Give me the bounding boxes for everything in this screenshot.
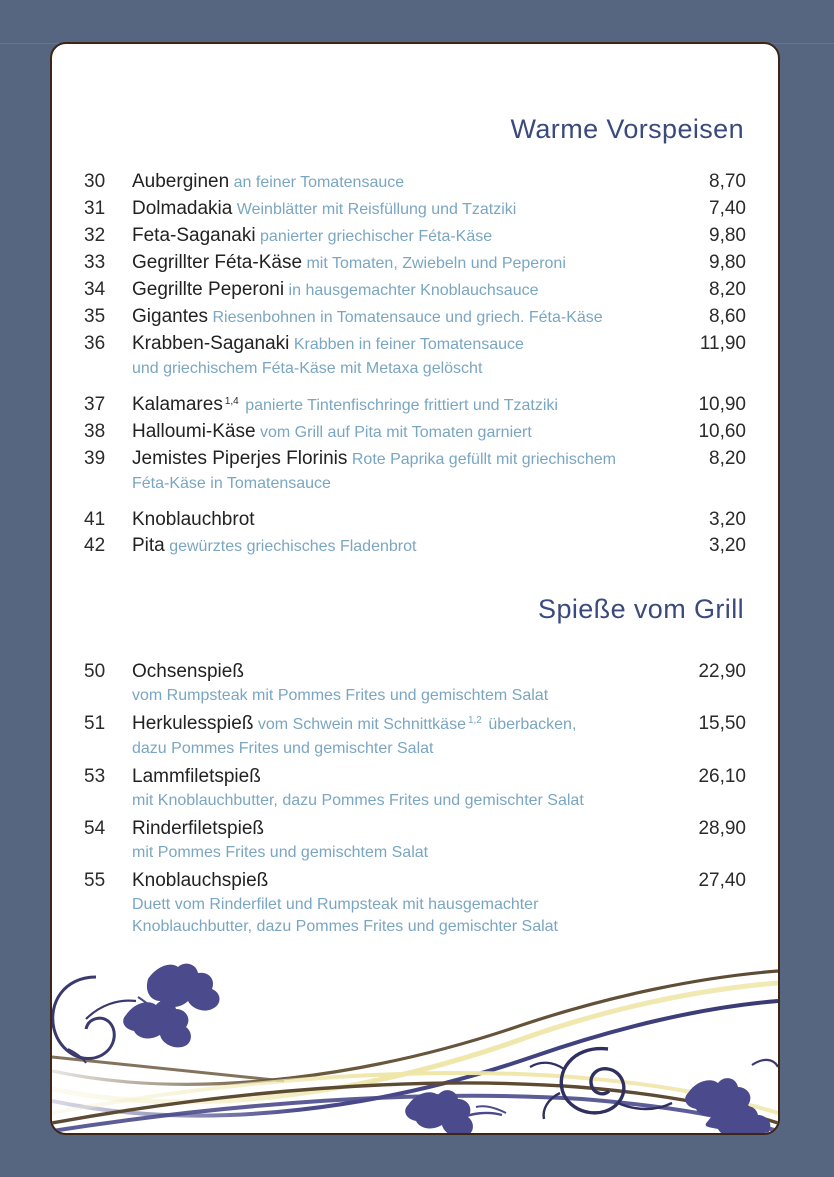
item-body [132,419,654,446]
item-number: 32 [84,225,106,246]
item-description: vom Schwein mit Schnittkäse [257,716,466,733]
menu-item-36[interactable] [84,331,746,380]
item-body [132,169,654,196]
menu-item-50[interactable] [84,659,746,707]
item-description-line2: mit Pommes Frites und gemischtem Salat [132,844,429,861]
item-number: 50 [84,661,106,682]
menu-content [52,44,778,1133]
item-number: 35 [84,306,106,327]
item-description: in hausgemachter Knoblauchsauce [288,282,539,299]
item-description: vom Grill auf Pita mit Tomaten garniert [260,424,532,441]
item-number: 37 [84,394,106,415]
item-body [132,816,654,864]
item-description: panierter griechischer Féta-Käse [260,228,493,245]
item-name: Pita [132,535,165,556]
item-price: 8,20 [709,279,746,300]
item-number: 55 [84,870,106,891]
item-description: Weinblätter mit Reisfüllung und Tzatziki [236,201,517,218]
item-name: Kalamares [132,394,223,415]
item-description: mit Tomaten, Zwiebeln und Peperoni [306,255,566,272]
item-description-line2: Duett vom Rinderfilet und Rumpsteak mit hausgemachter [132,896,539,913]
item-name: Krabben-Saganaki [132,333,290,354]
item-body [132,764,654,812]
item-name: Lammfiletspieß [132,766,261,787]
item-name: Jemistes Piperjes Florinis [132,448,348,469]
item-price: 8,60 [709,306,746,327]
item-description-line2: vom Rumpsteak mit Pommes Frites und gemischtem Salat [132,687,549,704]
menu-item-38[interactable] [84,419,746,446]
item-body [132,659,654,707]
item-name: Rinderfiletspieß [132,818,264,839]
item-price: 7,40 [709,198,746,219]
item-body [132,392,654,419]
item-price: 26,10 [698,766,746,787]
item-number: 36 [84,333,106,354]
item-number: 39 [84,448,106,469]
item-description-line2: mit Knoblauchbutter, dazu Pommes Frites und gemischter Salat [132,792,584,809]
item-body [132,446,654,495]
item-number: 51 [84,713,106,734]
item-body [132,533,654,560]
item-price: 9,80 [709,252,746,273]
menu-item-54[interactable] [84,816,746,864]
item-number: 31 [84,198,106,219]
item-name: Gegrillte Peperoni [132,279,285,300]
menu-item-list-spiesse-vom-grill [84,659,746,938]
item-name: Halloumi-Käse [132,421,256,442]
item-description: Rote Paprika gefüllt mit griechischem [351,451,616,468]
item-body [132,304,654,331]
item-body [132,711,654,760]
item-name: Ochsenspieß [132,661,244,682]
item-number: 54 [84,818,106,839]
item-body [132,250,654,277]
item-description: gewürztes griechisches Fladenbrot [169,538,417,555]
section-heading-warme-vorspeisen: Warme Vorspeisen [510,114,744,144]
menu-item-33[interactable] [84,250,746,277]
item-description-line2: und griechischem Féta-Käse mit Metaxa gelöscht [132,360,483,377]
item-description-line2: dazu Pommes Frites und gemischter Salat [132,740,434,757]
item-price: 10,60 [698,421,746,442]
menu-item-32[interactable] [84,223,746,250]
item-body [132,331,654,380]
item-number: 30 [84,171,106,192]
item-number: 42 [84,535,106,556]
item-number: 33 [84,252,106,273]
item-price: 22,90 [698,661,746,682]
item-description: panierte Tintenfischringe frittiert und Tzatziki [245,397,558,414]
menu-item-list-warme-vorspeisen [84,169,746,560]
menu-item-34[interactable] [84,277,746,304]
item-name: Feta-Saganaki [132,225,256,246]
item-description: Riesenbohnen in Tomatensauce und griech. Féta-Käse [212,309,603,326]
item-name: Herkulesspieß [132,713,254,734]
item-price: 3,20 [709,535,746,556]
item-name: Knoblauchspieß [132,870,269,891]
item-price: 3,20 [709,509,746,530]
item-name: Knoblauchbrot [132,509,255,530]
item-number: 34 [84,279,106,300]
item-description-tail: überbacken, [488,716,577,733]
item-body [132,196,654,223]
menu-item-31[interactable] [84,196,746,223]
item-body [132,507,654,533]
item-price: 28,90 [698,818,746,839]
item-description-line2: Féta-Käse in Tomatensauce [132,475,331,492]
item-description-line3: Knoblauchbutter, dazu Pommes Frites und gemischter Salat [132,918,558,935]
item-price: 9,80 [709,225,746,246]
menu-item-51[interactable] [84,711,746,760]
item-number: 38 [84,421,106,442]
item-description: Krabben in feiner Tomatensauce [293,336,524,353]
item-name: Dolmadakia [132,198,233,219]
item-price: 11,90 [699,333,746,354]
item-price: 10,90 [698,394,746,415]
item-number: 53 [84,766,106,787]
item-description: an feiner Tomatensauce [233,174,405,191]
menu-item-30[interactable] [84,169,746,196]
allergen-marker: 1,2 [467,714,482,726]
item-body [132,868,654,938]
item-price: 8,70 [709,171,746,192]
menu-item-55[interactable] [84,868,746,938]
item-number: 41 [84,509,106,530]
section-heading-spiesse-vom-grill: Spieße vom Grill [538,594,744,624]
menu-item-53[interactable] [84,764,746,812]
item-name: Gigantes [132,306,209,327]
item-price: 27,40 [698,870,746,891]
menu-item-35[interactable] [84,304,746,331]
item-body [132,277,654,304]
item-price: 15,50 [698,713,746,734]
allergen-marker: 1,4 [224,395,239,407]
menu-item-39[interactable] [84,446,746,495]
item-price: 8,20 [709,448,746,469]
item-name: Gegrillter Féta-Käse [132,252,303,273]
item-name: Auberginen [132,171,230,192]
menu-item-41[interactable] [84,507,746,533]
menu-item-37[interactable] [84,392,746,419]
item-body [132,223,654,250]
menu-item-42[interactable] [84,533,746,560]
menu-page-card [50,42,780,1135]
